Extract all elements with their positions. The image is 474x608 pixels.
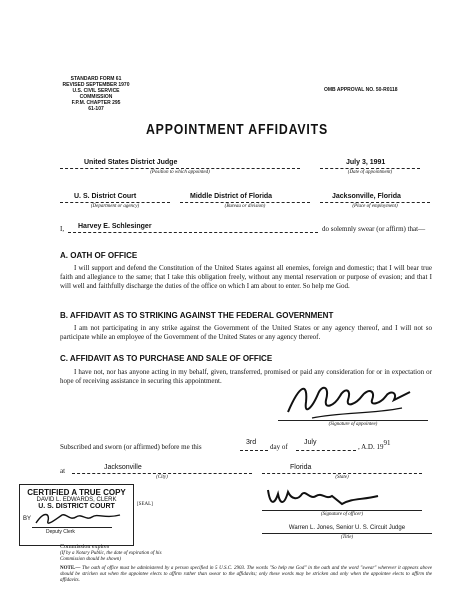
date-line xyxy=(320,168,420,169)
section-b-text: I am not participating in any strike against the Government of the United States or any agency thereof, and I will not so participate while an employee of the Government of the United States or any agency thereof. xyxy=(60,324,432,341)
position-value: United States District Judge xyxy=(84,159,178,166)
subscribed-month: July xyxy=(304,439,317,446)
footnote-text: The oath of office must be administered by a person specified in 5 U.S.C. 2903. The words "So help me God" in the oath and the word "swear" wherever it appears above should be stricken out when the appointee elects to affirm rather than swear to the affidavits; only these words may be stricken and only when the appointee elects to affirm the affidavits. xyxy=(60,566,432,583)
officer-title-label: (Title) xyxy=(340,535,354,540)
form-info-line: U.S. CIVIL SERVICE COMMISSION xyxy=(72,88,120,100)
swear-text: do solemnly swear (or affirm) that— xyxy=(322,225,426,233)
deputy-signature xyxy=(34,509,124,527)
stamp-line-1: CERTIFIED A TRUE COPY xyxy=(27,488,126,497)
name-line xyxy=(68,232,318,233)
ad-text xyxy=(358,439,391,452)
subscribed-text: Subscribed and sworn (or affirmed) before me this xyxy=(60,443,202,451)
bureau-label: (Bureau or division) xyxy=(224,204,266,209)
state-line xyxy=(262,473,422,474)
footnote-label: NOTE.— xyxy=(60,566,81,571)
omb-approval: OMB APPROVAL NO. 50-R0118 xyxy=(324,87,398,93)
stamp-by: BY xyxy=(23,516,32,522)
certified-stamp xyxy=(19,484,134,546)
day-of-text: day of xyxy=(270,443,288,451)
stamp-deputy: Deputy Clerk xyxy=(46,529,75,535)
city-value: Jacksonville xyxy=(104,464,142,471)
footnote xyxy=(60,566,432,584)
state-label: (State) xyxy=(335,475,349,480)
subscribed-year: 91 xyxy=(383,439,391,447)
bureau-value: Middle District of Florida xyxy=(190,193,273,200)
city-line xyxy=(72,473,252,474)
officer-signature xyxy=(262,482,382,512)
form-info-line: REVISED SEPTEMBER 1970 xyxy=(62,82,130,88)
state-value: Florida xyxy=(290,464,312,471)
position-line xyxy=(60,168,300,169)
day-line xyxy=(240,450,268,451)
subscribed-day: 3rd xyxy=(246,439,257,446)
officer-signature-label: (Signature of officer) xyxy=(320,512,364,517)
department-line xyxy=(60,202,170,203)
place-line xyxy=(320,202,430,203)
section-c-heading: C. AFFIDAVIT AS TO PURCHASE AND SALE OF OFFICE xyxy=(60,354,273,363)
date-value: July 3, 1991 xyxy=(346,159,386,166)
section-b-heading: B. AFFIDAVIT AS TO STRIKING AGAINST THE FEDERAL GOVERNMENT xyxy=(60,311,334,320)
department-label: (Department or agency) xyxy=(90,204,140,209)
city-label: (City) xyxy=(156,475,168,480)
commission-label: Commission expires xyxy=(60,544,110,550)
i-prefix: I, xyxy=(60,225,65,233)
appointee-signature xyxy=(282,378,422,420)
appointee-signature-label: (Signature of appointee) xyxy=(328,422,378,427)
month-line xyxy=(296,450,356,451)
form-info-line: F.P.M. CHAPTER 295 xyxy=(71,100,121,106)
position-label: (Position to which appointed) xyxy=(150,170,210,175)
section-a-text: I will support and defend the Constitution of the United States against all enemies, foreign and domestic; that I will bear true faith and allegiance to the same; that I take this obligation freely, without any mental reservation or purpose of evasion; and that I will well and faithfully discharge the duties of the office on which I am about to enter. So help me God. xyxy=(60,264,432,290)
officer-title-value: Warren L. Jones, Senior U. S. Circuit Judge xyxy=(288,525,406,531)
form-info xyxy=(56,76,136,112)
stamp-line-3: U. S. DISTRICT COURT xyxy=(38,503,115,510)
section-c-text: I have not, nor has anyone acting in my behalf, given, transferred, promised or paid any consideration for or in expectation or hope of receiving assistance in securing this appointment. xyxy=(60,368,432,385)
section-a-heading: A. OATH OF OFFICE xyxy=(60,251,138,260)
at-label: at xyxy=(60,467,66,475)
notary-note: (If by a Notary Public, the date of expiration of his Commission should be shown) xyxy=(60,551,162,562)
deputy-line xyxy=(32,527,112,528)
officer-signature-line xyxy=(262,510,422,511)
department-value: U. S. District Court xyxy=(74,193,137,200)
form-info-line: STANDARD FORM 61 xyxy=(70,76,122,82)
appointee-name: Harvey E. Schlesinger xyxy=(78,223,152,230)
officer-title-line xyxy=(262,533,432,534)
seal-label: [SEAL] xyxy=(137,502,153,507)
place-value: Jacksonville, Florida xyxy=(332,193,401,200)
appointee-signature-line xyxy=(278,420,428,421)
place-label: (Place of employment) xyxy=(352,204,398,209)
page-title: APPOINTMENT AFFIDAVITS xyxy=(145,121,329,138)
date-label: (Date of appointment) xyxy=(347,170,393,175)
ad-label: , A.D. 19 xyxy=(358,443,384,451)
form-info-line: 61-107 xyxy=(88,106,104,112)
bureau-line xyxy=(180,202,310,203)
stamp-line-2: DAVID L. EDWARDS, CLERK xyxy=(36,497,117,503)
